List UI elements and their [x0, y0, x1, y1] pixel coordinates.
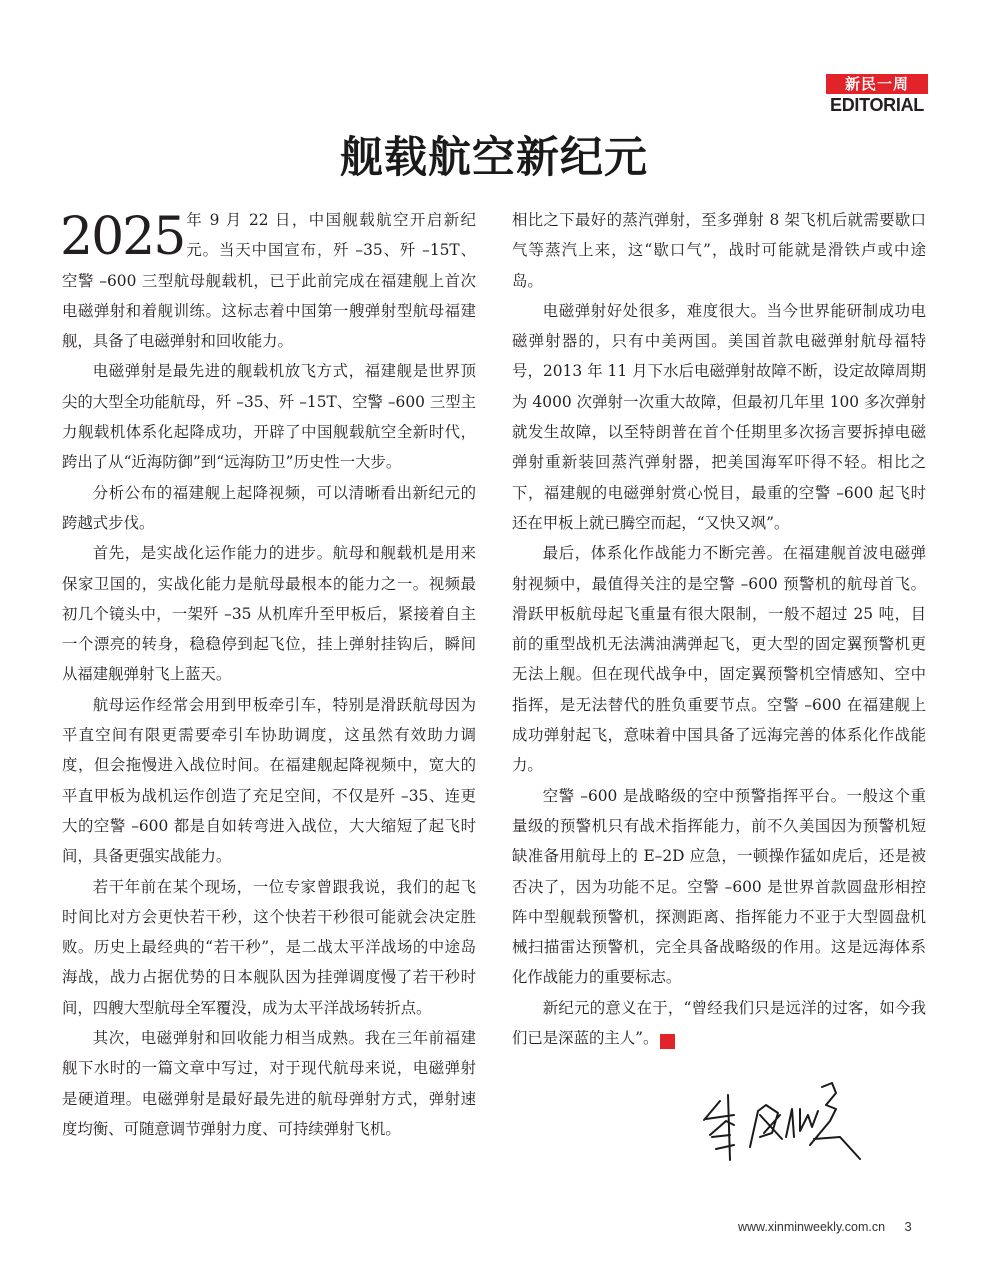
paragraph: 电磁弹射是最先进的舰载机放飞方式，福建舰是世界顶尖的大型全功能航母，歼 –35、歼 –15T、空警 –600 三型主力舰载机体系化起降成功，开辟了中国舰载航空全新时代，跨出了从“近海防御”到“远海防卫”历史性一大步。 — [62, 362, 476, 472]
paragraph: 其次，电磁弹射和回收能力相当成熟。我在三年前福建舰下水时的一篇文章中写过，对于现代航母来说，电磁弹射是硬道理。电磁弹射是最好最先进的航母弹射方式，弹射速度均衡、可随意调节弹射力度、可持续弹射飞机。 — [62, 1029, 476, 1138]
brand-name-cn: 新民一周 — [826, 74, 928, 94]
paragraph: 新纪元的意义在于，“曾经我们只是远洋的过客，如今我们已是深蓝的主人”。 民 — [512, 998, 926, 1049]
paragraph: 航母运作经常会用到甲板牵引车，特别是滑跃航母因为平直空间有限更需要牵引车协助调度，这虽然有效助力调度，但会拖慢进入战位时间。在福建舰起降视频中，宽大的平直甲板为战机运作创造了充足空间，不仅是歼 –35、连更大的空警 –600 都是自如转弯进入战位，大大缩短了起飞时间，具备更强实战能力。 — [62, 695, 476, 866]
dropcap-year: 2025 — [60, 207, 185, 267]
end-mark-icon: 民 — [660, 1034, 675, 1049]
article-right-column — [512, 205, 926, 1053]
author-signature — [690, 1075, 940, 1175]
page-footer — [738, 1219, 912, 1234]
paragraph: 首先，是实战化运作能力的进步。航母和舰载机是用来保家卫国的，实战化能力是航母最根本的能力之一。视频最初几个镜头中，一架歼 –35 从机库升至甲板后，紧接着自主一个漂亮的转身，稳稳停到起飞位，挂上弹射挂钩后，瞬间从福建舰弹射飞上蓝天。 — [62, 544, 476, 684]
paragraph: 空警 –600 是战略级的空中预警指挥平台。一般这个重量级的预警机只有战术指挥能力，前不久美国因为预警机短缺准备用航母上的 E–2D 应急，一顿操作猛如虎后，还是被否决了，因为功能不足。空警 –600 是世界首款圆盘形相控阵中型舰载预警机，探测距离、指挥能力不亚于大型圆盘机械扫描雷达预警机，完全具备战略级的作用。这是远海体系化作战能力的重要标志。 — [512, 786, 926, 987]
website-link[interactable]: www.xinminweekly.com.cn — [738, 1220, 886, 1234]
brand-logo — [826, 74, 928, 116]
article-title: 舰载航空新纪元 — [340, 133, 648, 183]
page-number: 3 — [904, 1219, 912, 1234]
paragraph: 若干年前在某个现场，一位专家曾跟我说，我们的起飞时间比对方会更快若干秒，这个快若干秒很可能就会决定胜败。历史上最经典的“若干秒”，是二战太平洋战场的中途岛海战，战力占据优势的日本舰队因为挂弹调度慢了若干秒时间，四艘大型航母全军覆没，成为太平洋战场转折点。 — [62, 877, 476, 1017]
paragraph: 相比之下最好的蒸汽弹射，至多弹射 8 架飞机后就需要歇口气等蒸汽上来，这“歇口气”，战时可能就是滑铁卢或中途岛。 — [512, 211, 926, 290]
paragraph: 最后，体系化作战能力不断完善。在福建舰首波电磁弹射视频中，最值得关注的是空警 –600 预警机的航母首飞。滑跃甲板航母起飞重量有很大限制，一般不超过 25 吨，目前的重型战机无法满油满弹起飞，更大型的固定翼预警机更无法上舰。但在现代战争中，固定翼预警机空情感知、空中指挥，是无法替代的胜负重要节点。空警 –600 在福建舰上成功弹射起飞，意味着中国具备了远海完善的体系化作战能力。 — [512, 544, 926, 775]
paragraph: 2025 年 9 月 22 日，中国舰载航空开启新纪元。当天中国宣布，歼 –35、歼 –15T、空警 –600 三型航母舰载机，已于此前完成在福建舰上首次电磁弹射和着舰训练。这标志着中国第一艘弹射型航母福建舰，具备了电磁弹射和回收能力。 — [60, 207, 476, 351]
paragraph: 电磁弹射好处很多，难度很大。当今世界能研制成功电磁弹射器的，只有中美两国。美国首款电磁弹射航母福特号，2013 年 11 月下水后电磁弹射故障不断，设定故障周期为 4000 次弹射一次重大故障，但最初几年里 100 多次弹射就发生故障，以至特朗普在首个任期里多次扬言要拆掉电磁弹射重新装回蒸汽弹射器，把美国海军吓得不轻。相比之下，福建舰的电磁弹射赏心悦目，最重的空警 –600 起飞时还在甲板上就已腾空而起，“又快又飒”。 — [512, 301, 926, 532]
section-label: EDITORIAL — [830, 95, 924, 115]
paragraph: 分析公布的福建舰上起降视频，可以清晰看出新纪元的跨越式步伐。 — [62, 483, 476, 532]
article-left-column — [62, 205, 476, 1144]
